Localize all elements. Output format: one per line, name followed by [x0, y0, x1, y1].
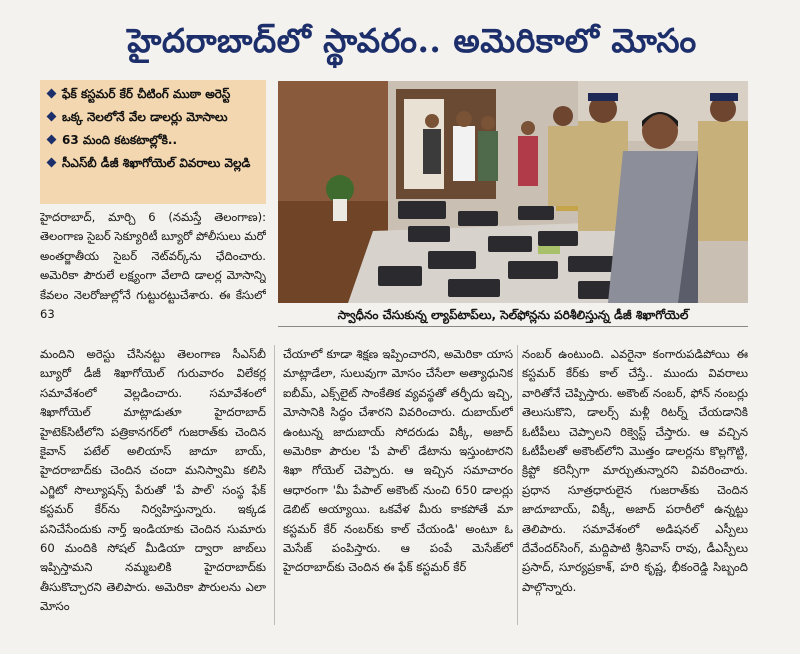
diamond-bullet-icon [47, 135, 57, 145]
highlight-item [46, 109, 260, 125]
highlight-item [46, 132, 260, 148]
press-meet-photo-illustration [278, 81, 748, 303]
article-paragraph: హైదరాబాద్, మార్చి 6 (నమస్తే తెలంగాణ): తెలంగాణ సైబర్ సెక్యూరిటీ బ్యూరో పోలీసులు మరో అంతర్జాతీయ సైబర్ నెట్‌వర్క్‌ను ఛేదించారు. అమెరికా పౌరులే లక్ష్యంగా వేలాది డాలర్ల మోసాన్ని కేవలం నెలరోజుల్లోనే గుట్టురట్టుచేశారు. ఈ కేసులో 63 [40, 210, 266, 322]
article-paragraph: చేయాలో కూడా శిక్షణ ఇప్పించారని, అమెరికా యాస మాట్లాడేలా, సులువుగా మోసం చేసేలా అత్యాధునిక ఐబీమ్, ఎక్స్‌లైట్ సాంకేతిక వ్యవస్థతో తర్ఫీదు ఇచ్చి, మోసానికి సిద్ధం చేశారని వివరించారు. దుబాయ్‌లో ఉంటున్న జాదుబాయ్ సోదరుడు విక్కీ, అజాద్ అమెరికా పౌరుల 'పే పాల్' డేటాను ఇస్తుంటారని శిఖా గోయెల్ చెప్పారు. ఆ ఇచ్చిన సమాచారం ఆధారంగా 'మీ పేపాల్ అకౌంట్ నుంచి 650 డాలర్లు డెబిట్ అయ్యాయి. ఒకవేళ మీరు కాకపోతే మా కస్టమర్ కేర్ నంబర్‌కు కాల్ చేయండి' అంటూ ఓ మెసేజ్ పంపిస్తారు. ఆ పంపే మెసేజ్‌లో హైదరాబాద్‌కు చెందిన ఈ ఫేక్ కస్టమర్ కేర్ [283, 347, 513, 575]
highlight-item [46, 86, 260, 102]
highlight-text: ఒక్క నెలలోనే వేల డాలర్లు మోసాలు [62, 110, 228, 124]
highlight-text: ఫేక్ కస్టమర్ కేర్ చీటింగ్ ముఠా అరెస్ట్ [62, 87, 231, 101]
article-column-3 [522, 345, 748, 625]
highlights-box [40, 80, 266, 204]
highlight-item [46, 155, 260, 171]
article-paragraph: మందిని అరెస్టు చేసినట్టు తెలంగాణ సీఎస్‌బీ బ్యూరో డీజీ శిఖాగోయెల్ గురువారం విలేకర్ల సమావేశంలో వెల్లడించారు. సమావేశంలో శిఖాగోయెల్ మాట్లాడుతూ హైదరాబాద్ హైటెక్‌సిటీలోని పత్రికానగర్‌లో గుజరాత్‌కు చెందిన కైవాన్ పటేల్ అలియాస్ జాదూ బాయ్, హైదరాబాద్‌కు చెందిన చందా మనిస్వామి కలిసి ఎగ్జిటో సొల్యూషన్స్ పేరుతో 'పే పాల్' సంస్థ ఫేక్ కస్టమర్ కేర్‌ను నిర్వహిస్తున్నారు. ఇక్కడ పనిచేసేందుకు నార్త్ ఇండియాకు చెందిన సుమారు 60 మందికి సోషల్ మీడియా ద్వారా జాబ్‌లు ఇప్పిస్తామని నమ్మబలికి హైదరాబాద్‌కు తీసుకొచ్చారని తెలిపారు. అమెరికా పౌరులను ఎలా మోసం [40, 347, 266, 614]
article-intro [40, 208, 266, 340]
highlight-text: సీఎస్‌బీ డీజీ శిఖాగోయెల్ వివరాలు వెల్లడి [62, 156, 251, 170]
article-column-1 [40, 345, 266, 625]
diamond-bullet-icon [47, 89, 57, 99]
column-divider [517, 345, 518, 625]
news-photo [278, 81, 748, 303]
highlight-text: 63 మంది కటకటాల్లోకి.. [62, 133, 178, 147]
column-divider [274, 345, 275, 625]
article-column-2 [283, 345, 513, 625]
diamond-bullet-icon [47, 158, 57, 168]
article-paragraph: నంబర్ ఉంటుంది. ఎవరైనా కంగారుపడిపోయి ఈ కస్టమర్ కేర్‌కు కాల్ చేస్తే.. ముందు వివరాలు వారితోనే చెప్పిస్తారు. అకౌంట్ నంబర్, ఫోన్ నంబర్లు తెలుసుకొని, డాలర్స్ మళ్లీ రిటర్న్ చేయడానికి ఓటీపీలు చెప్పాలని రిక్వెస్ట్ చేస్తారు. ఆ వచ్చిన ఓటీపీలతో అకౌంట్‌లోని మొత్తం డాలర్లను కొల్లగొట్టి, క్రిప్టో కరెన్సీగా మార్చుతున్నారని వివరించారు. ప్రధాన సూత్రధారులైన గుజరాత్‌కు చెందిన జాదూబాయ్, విక్కీ, అజాద్ పరారీలో ఉన్నట్టు తెలిపారు. సమావేశంలో అడిషనల్ ఎస్పీలు దేవేందర్‌సింగ్, మద్దిపాటి శ్రీనివాస్ రావు, డీఎస్పీలు ప్రసాద్, సూర్యప్రకాశ్, హరి కృష్ణ, భీకంరెడ్డి సిబ్బంది పాల్గొన్నారు. [522, 347, 748, 594]
photo-caption: స్వాధీనం చేసుకున్న ల్యాప్‌టాప్‌లు, సెల్‌ఫోన్లను పరిశీలిస్తున్న డీజీ శిఖాగోయెల్ [278, 304, 748, 327]
diamond-bullet-icon [47, 112, 57, 122]
headline: హైదరాబాద్‌లో స్థావరం.. అమెరికాలో మోసం [127, 21, 697, 60]
